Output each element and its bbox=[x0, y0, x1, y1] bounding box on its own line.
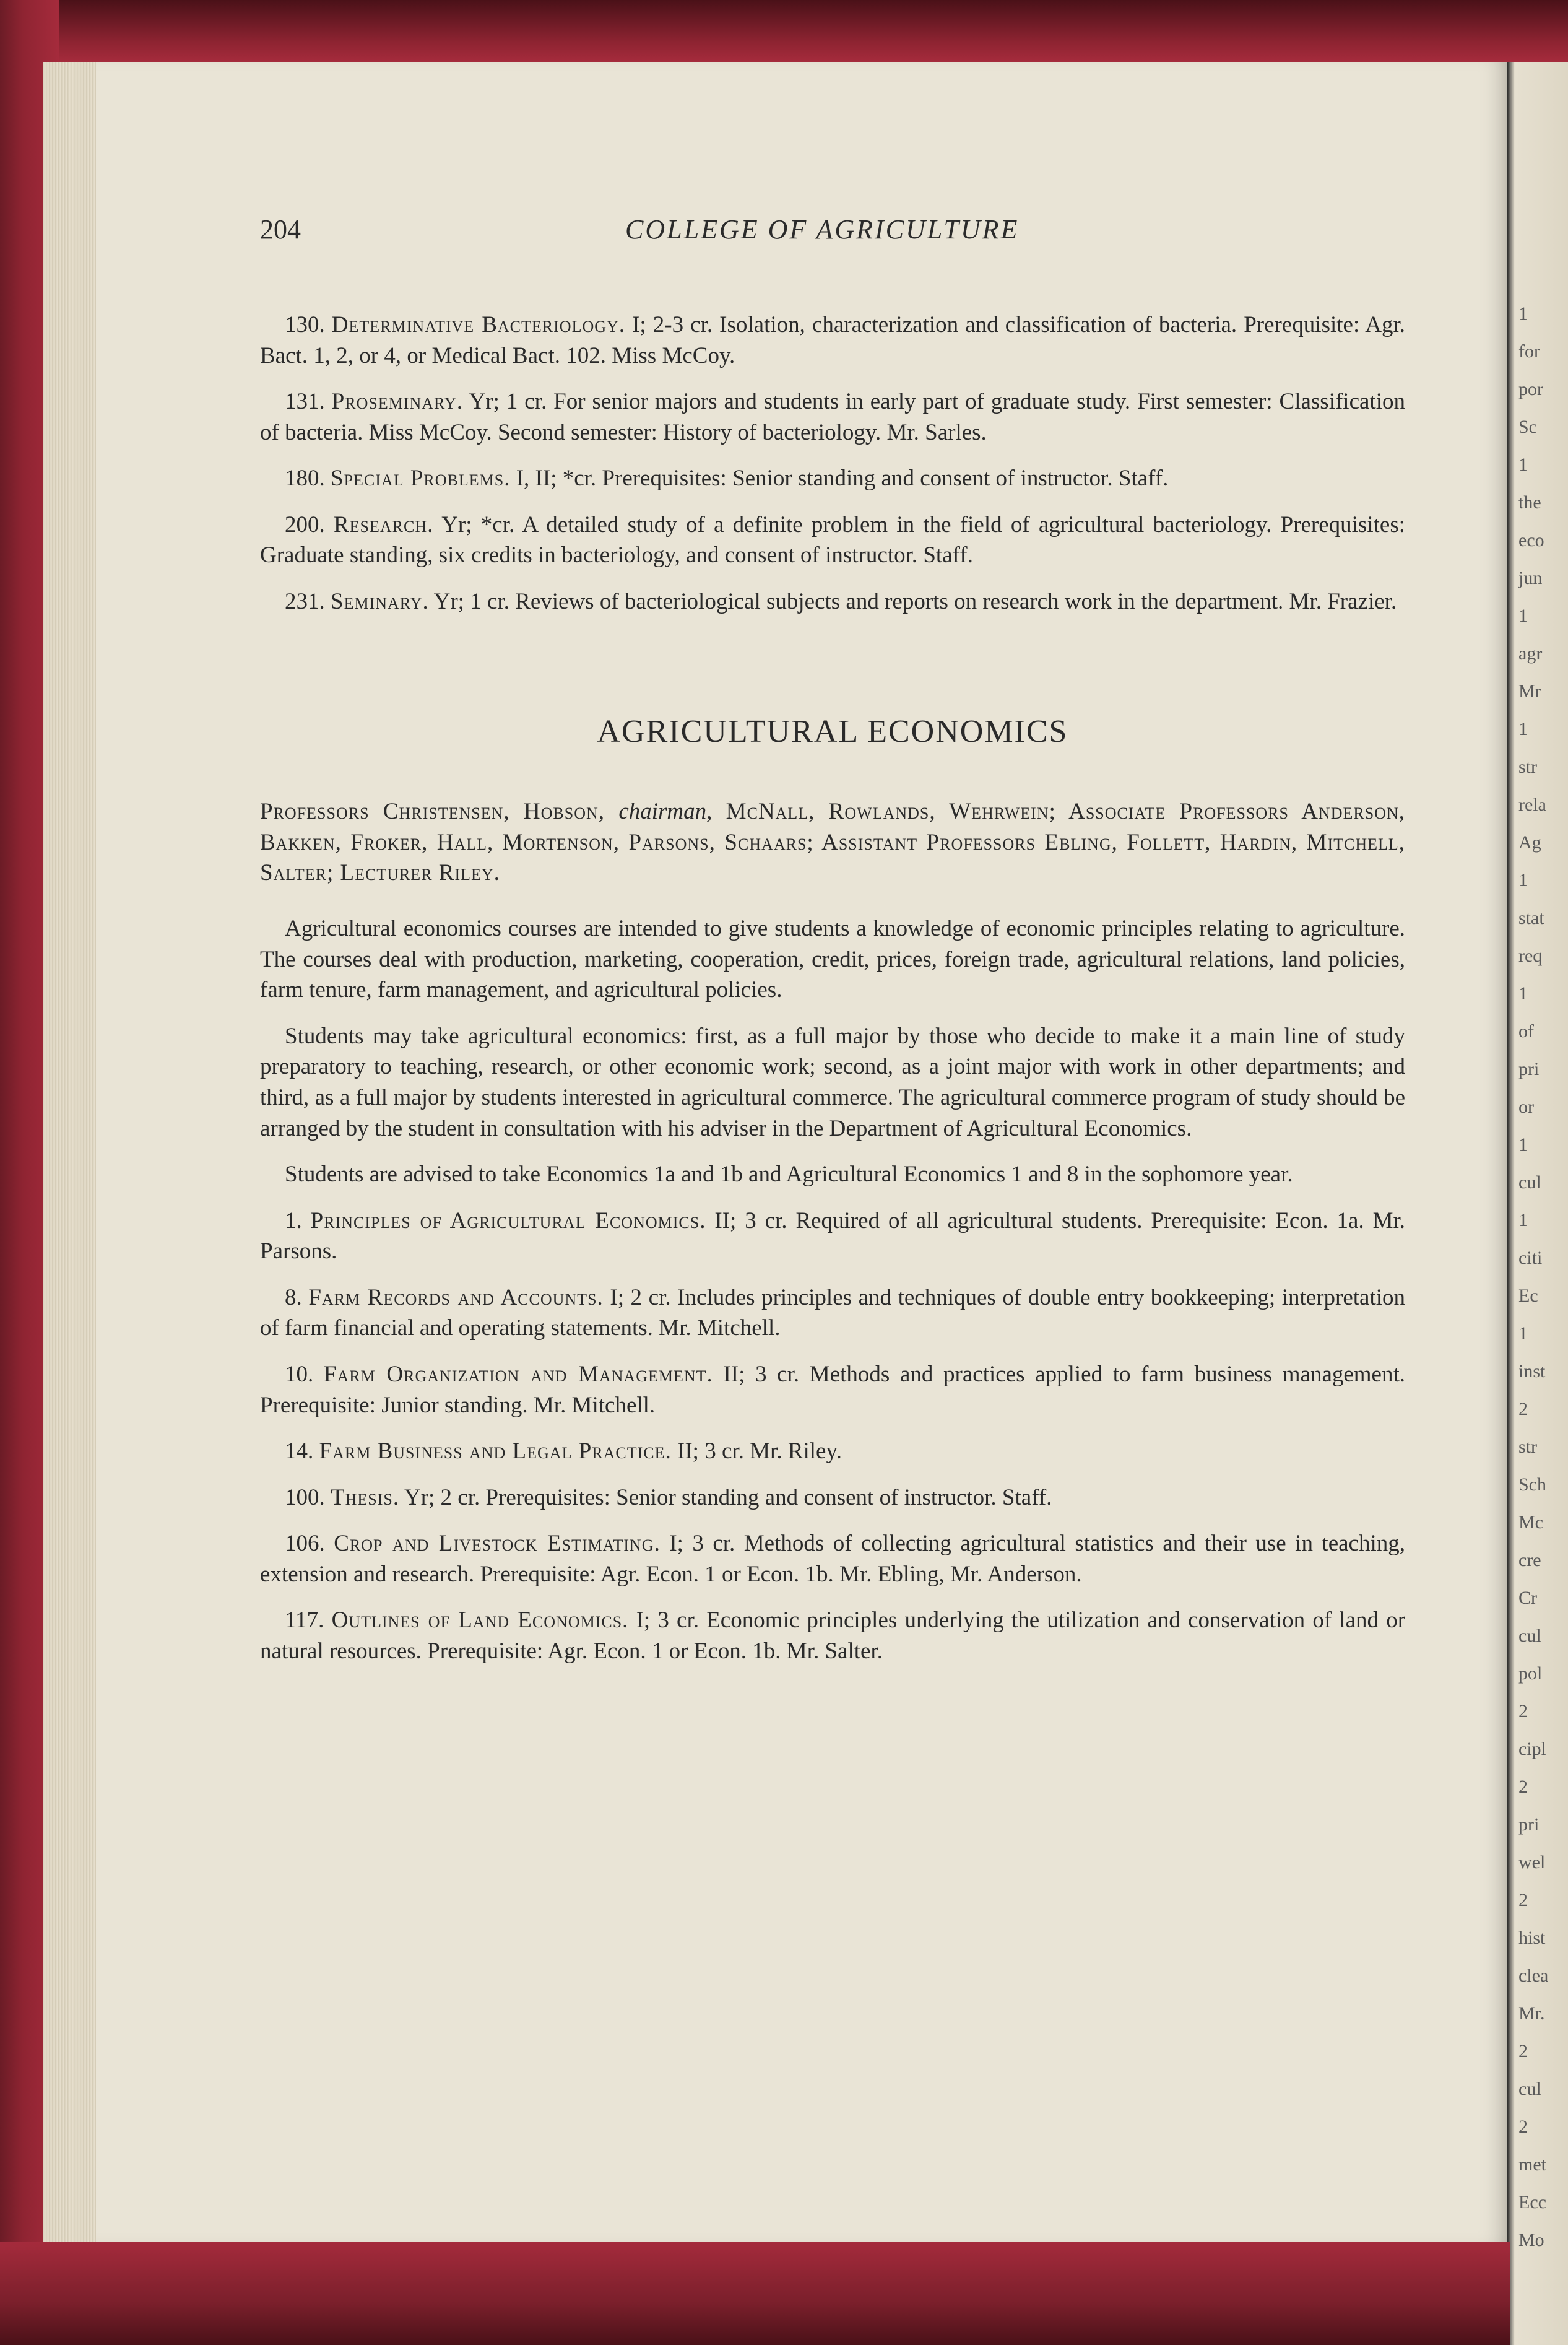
facing-page-fragment: Mc bbox=[1518, 1512, 1543, 1533]
facing-page-fragment: cul bbox=[1518, 1625, 1541, 1646]
course-number: 10. bbox=[285, 1361, 314, 1387]
facing-page-fragment: agr bbox=[1518, 643, 1543, 664]
course-entry bbox=[260, 586, 1405, 617]
facing-page-fragment: 1 bbox=[1518, 1323, 1528, 1344]
facing-page-fragment: 1 bbox=[1518, 1134, 1528, 1155]
course-entry bbox=[260, 1436, 1405, 1467]
facing-page-fragment: pol bbox=[1518, 1663, 1543, 1684]
facing-page-fragment: eco bbox=[1518, 530, 1544, 550]
facing-page-fragment: 1 bbox=[1518, 455, 1528, 475]
course-entry bbox=[260, 310, 1405, 371]
course-entry bbox=[260, 510, 1405, 571]
facing-page-fragment: pri bbox=[1518, 1059, 1540, 1079]
course-number: 117. bbox=[285, 1608, 324, 1634]
running-title: COLLEGE OF AGRICULTURE bbox=[625, 214, 1020, 245]
facing-page-fragment: Ec bbox=[1518, 1286, 1538, 1306]
course-number: 231. bbox=[285, 589, 325, 615]
facing-page-fragment: pri bbox=[1518, 1814, 1540, 1835]
course-description: I; 3 cr. Methods of collecting agricultural statistics and their use in teaching, extension and research. Prerequisite: Agr. Econ. 1 or Econ. 1b. Mr. Ebling, Mr. Anderson. bbox=[260, 1531, 1406, 1587]
course-list-bottom bbox=[260, 1206, 1405, 1667]
facing-page-fragment: 2 bbox=[1518, 1701, 1528, 1721]
facing-page-fragment: str bbox=[1518, 757, 1537, 777]
facing-page-fragment: Mo bbox=[1518, 2230, 1544, 2250]
course-entry bbox=[260, 1605, 1405, 1666]
course-title: Special Problems. bbox=[331, 466, 511, 492]
course-title: Crop and Livestock Estimating. bbox=[334, 1531, 661, 1557]
facing-page-fragment: inst bbox=[1518, 1361, 1546, 1381]
course-title: Thesis. bbox=[331, 1484, 400, 1510]
facing-page-fragment: por bbox=[1518, 379, 1543, 399]
course-description: I; 2-3 cr. Isolation, characterization and classification of bacteria. Prerequisite: Agr. Bact. 1, 2, or 4, or Medical Bact. 102. Miss McCoy. bbox=[260, 312, 1406, 368]
facing-page-edge bbox=[1507, 62, 1568, 2345]
course-entry bbox=[260, 1282, 1405, 1344]
course-description: Yr; 2 cr. Prerequisites: Senior standing and consent of instructor. Staff. bbox=[404, 1484, 1052, 1510]
course-entry bbox=[260, 1482, 1405, 1513]
facing-page-fragment: citi bbox=[1518, 1248, 1543, 1268]
facing-page-fragment: Mr. bbox=[1518, 2003, 1545, 2024]
facing-page-fragment: cre bbox=[1518, 1550, 1541, 1570]
intro-paragraph: Students may take agricultural economics: first, as a full major by those who decide to make it a main line of study preparatory to teaching, research, or other economic work; second, as a joint major with work in other departments; and third, as a full major by students interested in agricultural commerce. The agricultural commerce program of study should be arranged by the student in consultation with his adviser in the Department of Agricultural Economics. bbox=[260, 1023, 1405, 1141]
facing-page-fragment: 1 bbox=[1518, 983, 1528, 1004]
course-title: Proseminary. bbox=[331, 389, 463, 415]
facing-page-fragment: cul bbox=[1518, 1172, 1541, 1193]
facing-page-fragment: stat bbox=[1518, 908, 1544, 928]
course-number: 200. bbox=[285, 511, 325, 537]
course-entry bbox=[260, 1359, 1405, 1420]
facing-page-fragment: Sch bbox=[1518, 1474, 1546, 1495]
facing-page-fragment: 1 bbox=[1518, 303, 1528, 324]
course-description: Yr; 1 cr. For senior majors and students in early part of graduate study. First semester: Classification of bacteria. Miss McCoy. Second semester: History of bacteriology. Mr. Sarles. bbox=[260, 389, 1405, 445]
course-title: Principles of Agricultural Economics. bbox=[310, 1207, 706, 1233]
course-number: 8. bbox=[285, 1284, 302, 1310]
course-title: Outlines of Land Economics. bbox=[331, 1608, 629, 1634]
page-edges bbox=[43, 62, 103, 2248]
faculty-names: Professors Christensen, Hobson, bbox=[260, 799, 605, 825]
section-heading: AGRICULTURAL ECONOMICS bbox=[597, 713, 1068, 749]
facing-page-fragment: Mr bbox=[1518, 681, 1541, 702]
facing-page-fragment: cul bbox=[1518, 2079, 1541, 2099]
course-number: 1. bbox=[285, 1207, 302, 1233]
course-description: II; 3 cr. Mr. Riley. bbox=[677, 1438, 842, 1464]
facing-page-fragment: hist bbox=[1518, 1928, 1546, 1948]
course-entry bbox=[260, 386, 1405, 448]
running-header bbox=[260, 214, 1065, 251]
course-title: Farm Organization and Management. bbox=[323, 1361, 713, 1387]
facing-page-fragment: Sc bbox=[1518, 417, 1537, 437]
course-number: 130. bbox=[285, 312, 325, 337]
course-entry bbox=[260, 1528, 1405, 1590]
faculty-names: McNall, Rowlands, Wehrwein; Associate Professors Anderson, Bakken, Froker, Hall, Mortenson, Parsons, Schaars; Assistant Professors Ebling, Follett, Hardin, Mitchell, Salter; Lecturer Riley. bbox=[260, 799, 1405, 886]
facing-page-fragment: 1 bbox=[1518, 1210, 1528, 1230]
course-description: Yr; *cr. A detailed study of a definite problem in the field of agricultural bacteriology. Prerequisites: Graduate standing, six credits in bacteriology, and consent of instructor. Staff. bbox=[260, 511, 1405, 568]
facing-page-fragment: 1 bbox=[1518, 719, 1528, 739]
intro-paragraph: Agricultural economics courses are intended to give students a knowledge of economic principles relating to agriculture. The courses deal with production, marketing, cooperation, credit, prices, foreign trade, agricultural relations, land policies, farm tenure, farm management, and agricultural policies. bbox=[260, 916, 1405, 1003]
facing-page-fragment: the bbox=[1518, 492, 1541, 513]
course-number: 14. bbox=[285, 1438, 314, 1464]
facing-page-fragment: Ag bbox=[1518, 832, 1541, 853]
facing-page-fragment: str bbox=[1518, 1437, 1537, 1457]
facing-page-fragment: 2 bbox=[1518, 1777, 1528, 1797]
facing-page-fragment: Cr bbox=[1518, 1588, 1537, 1608]
course-title: Farm Records and Accounts. bbox=[308, 1284, 604, 1310]
facing-page-fragment: cipl bbox=[1518, 1739, 1546, 1759]
facing-page-fragment: 2 bbox=[1518, 1890, 1528, 1910]
faculty-chair-note: chairman, bbox=[618, 799, 713, 825]
course-title: Research. bbox=[333, 511, 434, 537]
course-number: 131. bbox=[285, 389, 325, 415]
page-number: 204 bbox=[260, 214, 301, 245]
page-content bbox=[260, 310, 1405, 1682]
course-number: 106. bbox=[285, 1531, 325, 1557]
course-list-top bbox=[260, 310, 1405, 617]
facing-page-fragment: 2 bbox=[1518, 2041, 1528, 2061]
course-number: 180. bbox=[285, 466, 325, 492]
course-title: Determinative Bacteriology. bbox=[331, 312, 626, 337]
facing-page-fragment: of bbox=[1518, 1021, 1534, 1042]
book-cover-top bbox=[0, 0, 1568, 62]
course-description: I; 3 cr. Economic principles underlying the utilization and conservation of land or natural resources. Prerequisite: Agr. Econ. 1 or Econ. 1b. Mr. Salter. bbox=[260, 1608, 1406, 1664]
faculty-list bbox=[260, 796, 1405, 889]
course-number: 100. bbox=[285, 1484, 325, 1510]
facing-page-fragment: rela bbox=[1518, 794, 1546, 815]
facing-page-fragment: 1 bbox=[1518, 870, 1528, 890]
facing-page-fragment: clea bbox=[1518, 1965, 1549, 1986]
facing-page-fragment: wel bbox=[1518, 1852, 1546, 1873]
course-description: II; 3 cr. Methods and practices applied to farm business management. Prerequisite: Junior standing. Mr. Mitchell. bbox=[260, 1361, 1406, 1418]
intro-paragraph: Students are advised to take Economics 1a and 1b and Agricultural Economics 1 and 8 in the sophomore year. bbox=[285, 1162, 1293, 1188]
facing-page-fragment: met bbox=[1518, 2154, 1546, 2175]
facing-page-fragment: Ecc bbox=[1518, 2192, 1546, 2212]
facing-page-fragment: jun bbox=[1518, 568, 1543, 588]
course-title: Farm Business and Legal Practice. bbox=[319, 1438, 672, 1464]
book-cover-bottom bbox=[0, 2242, 1510, 2345]
course-description: II; 3 cr. Required of all agricultural students. Prerequisite: Econ. 1a. Mr. Parsons. bbox=[260, 1207, 1406, 1264]
facing-page-fragment: or bbox=[1518, 1097, 1534, 1117]
facing-page-fragment: for bbox=[1518, 341, 1540, 362]
course-entry bbox=[260, 1206, 1405, 1267]
facing-page-fragment: 2 bbox=[1518, 2117, 1528, 2137]
course-description: I, II; *cr. Prerequisites: Senior standing and consent of instructor. Staff. bbox=[516, 466, 1169, 492]
facing-page-fragment: 1 bbox=[1518, 606, 1528, 626]
course-description: I; 2 cr. Includes principles and techniques of double entry bookkeeping; interpretation of farm financial and operating statements. Mr. Mitchell. bbox=[260, 1284, 1406, 1341]
facing-page-fragment: 2 bbox=[1518, 1399, 1528, 1419]
facing-page-fragment: req bbox=[1518, 946, 1543, 966]
course-description: Yr; 1 cr. Reviews of bacteriological subjects and reports on research work in the department. Mr. Frazier. bbox=[433, 589, 1397, 615]
course-title: Seminary. bbox=[331, 589, 429, 615]
course-entry bbox=[260, 463, 1405, 494]
